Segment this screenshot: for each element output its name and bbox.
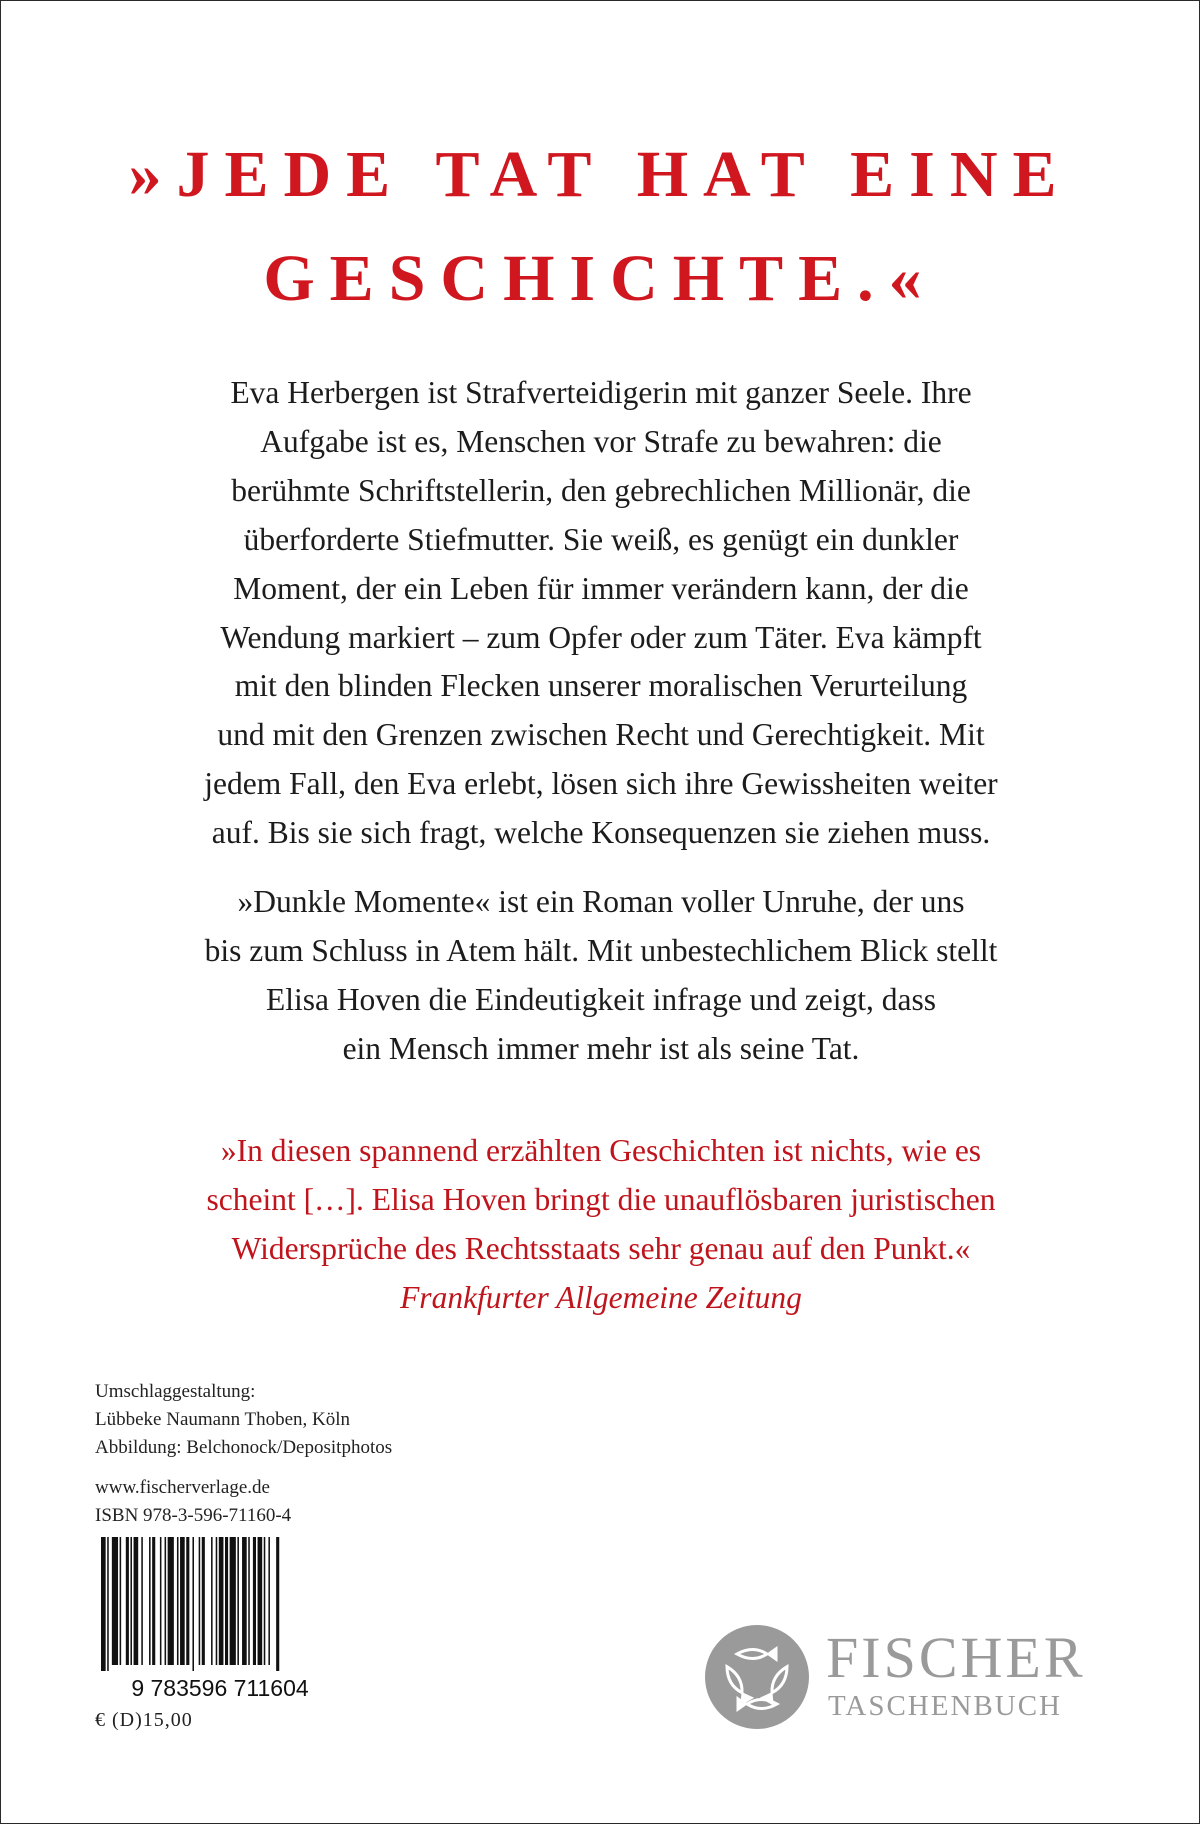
description-paragraph-2: »Dunkle Momente« ist ein Roman voller Unruhe, der uns bis zum Schluss in Atem hält. Mit unbestechlichem Blick stellt Elisa Hoven die Eindeutigkeit infrage und zeigt, dass ein Mensch immer mehr ist als seine Tat. <box>204 884 998 1066</box>
barcode-bar <box>237 1537 239 1665</box>
publisher-logo <box>704 1624 1124 1734</box>
barcode-bar <box>199 1537 201 1665</box>
barcode-bar <box>242 1537 247 1665</box>
barcode-bar <box>126 1537 129 1665</box>
cover-credits <box>95 1378 392 1462</box>
barcode-bar <box>230 1537 236 1665</box>
barcode-bars <box>101 1537 279 1671</box>
press-review <box>101 1127 1101 1323</box>
barcode-bar <box>149 1537 151 1665</box>
barcode-graphic <box>95 1533 345 1703</box>
barcode-bar <box>180 1537 185 1665</box>
barcode-bar <box>258 1537 263 1665</box>
barcode-bar <box>248 1537 250 1665</box>
barcode-digits: 9 783596 711604 <box>131 1675 309 1701</box>
barcode-bar <box>152 1537 155 1665</box>
barcode-bar <box>186 1537 189 1665</box>
publisher-info <box>95 1474 291 1530</box>
barcode-bar <box>219 1537 224 1665</box>
barcode-bar <box>134 1537 139 1665</box>
barcode-bar <box>268 1537 270 1665</box>
credits-line-3: Abbildung: Belchonock/Depositphotos <box>95 1437 393 1458</box>
description-paragraph-1: Eva Herbergen ist Strafverteidigerin mit ganzer Seele. Ihre Aufgabe ist es, Menschen vor Strafe zu bewahren: die berühmte Schriftstellerin, den gebrechlichen Millionär, die überforderte Stiefmutter. Sie weiß, es genügt ein dunkler Moment, der ein Leben für immer verändern kann, der die Wendung markiert – zum Opfer oder zum Täter. Eva kämpft mit den blinden Flecken unserer moralischen Verurteilung und mit den Grenzen zwischen Recht und Gerechtigkeit. Mit jedem Fall, den Eva erlebt, lösen sich ihre Gewissheiten weiter auf. Bis sie sich fragt, welche Konsequenzen sie ziehen muss. <box>204 375 998 851</box>
barcode-bar <box>107 1537 109 1671</box>
barcode-bar <box>211 1537 213 1665</box>
logo-subline: TASCHENBUCH <box>828 1690 1062 1722</box>
barcode-bar <box>101 1537 106 1671</box>
barcode-bar <box>225 1537 228 1665</box>
barcode-bar <box>160 1537 162 1665</box>
book-description <box>121 369 1081 1074</box>
barcode-bar <box>130 1537 132 1665</box>
credits-line-1: Umschlaggestaltung: <box>95 1381 256 1402</box>
barcode-bar <box>216 1537 218 1665</box>
barcode-bar <box>112 1537 118 1665</box>
barcode-bar <box>141 1537 143 1665</box>
logo-wordmark: FISCHER <box>826 1625 1086 1690</box>
barcode <box>95 1533 345 1703</box>
headline <box>1 123 1199 331</box>
headline-line-2: GESCHICHTE.« <box>263 242 937 315</box>
headline-line-1: »JEDE TAT HAT EINE <box>128 138 1072 211</box>
barcode-bar <box>202 1537 205 1665</box>
barcode-bar <box>253 1537 256 1665</box>
review-quote: »In diesen spannend erzählten Geschichten ist nichts, wie es scheint […]. Elisa Hoven bringt die unauflösbaren juristischen Widersprüche des Rechtsstaats sehr genau auf den Punkt.« <box>206 1133 996 1266</box>
barcode-bar <box>276 1537 279 1671</box>
price: € (D)15,00 <box>95 1709 193 1731</box>
barcode-bar <box>177 1537 179 1665</box>
fish-emblem-icon <box>704 1624 810 1730</box>
credits-line-2: Lübbeke Naumann Thoben, Köln <box>95 1409 351 1430</box>
barcode-bar <box>264 1537 266 1665</box>
isbn: ISBN 978-3-596-71160-4 <box>95 1505 292 1526</box>
barcode-bar <box>165 1537 167 1665</box>
barcode-bar <box>168 1537 174 1665</box>
barcode-bar <box>120 1537 122 1665</box>
publisher-website: www.fischerverlage.de <box>95 1477 270 1498</box>
barcode-bar <box>192 1537 194 1671</box>
review-source: Frankfurter Allgemeine Zeitung <box>400 1279 802 1315</box>
